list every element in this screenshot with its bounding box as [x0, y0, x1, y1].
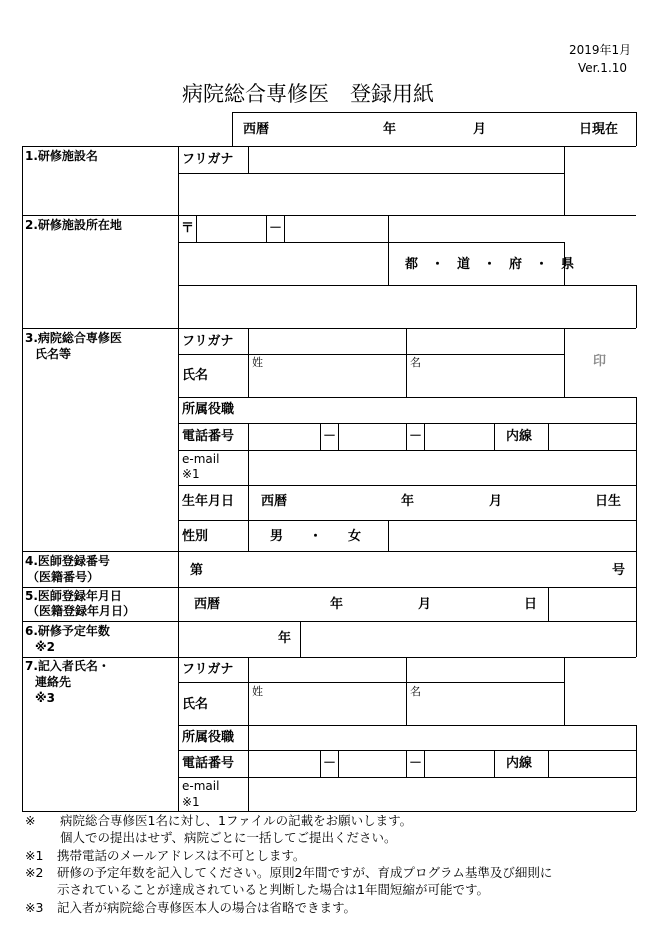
s5-day-label: 日 — [524, 597, 538, 612]
s5-label-line2: （医籍登録年月日） — [27, 604, 136, 618]
s3-given-label: 名 — [410, 356, 421, 369]
s1-furigana-input[interactable] — [249, 147, 563, 172]
s3-position-input[interactable] — [249, 398, 635, 422]
date-suffix-label: 日現在 — [579, 122, 619, 137]
s7-furigana-given-input[interactable] — [407, 658, 563, 681]
document-date: 2019年1月 — [569, 43, 632, 57]
s3-furigana-label: フリガナ — [182, 334, 234, 349]
s5-month-label: 月 — [418, 597, 432, 612]
s7-extension-label: 内線 — [506, 756, 533, 771]
postal-dash: － — [269, 221, 283, 236]
s7-label-line3: ※3 — [35, 691, 56, 705]
s3-label-line2: 氏名等 — [35, 347, 72, 361]
s7-phone-label: 電話番号 — [182, 756, 235, 771]
s3-furigana-surname-input[interactable] — [249, 329, 405, 353]
s3-surname-input[interactable] — [249, 355, 405, 396]
s3-phone-number-input[interactable] — [425, 424, 493, 449]
s3-name-label: 氏名 — [182, 368, 209, 383]
date-month-label: 月 — [473, 122, 487, 137]
training-years-input[interactable] — [179, 622, 275, 656]
postal-code-first-input[interactable] — [197, 216, 265, 241]
s7-phone-dash-1: － — [323, 756, 337, 771]
s3-extension-label: 内線 — [506, 429, 533, 444]
s3-email-input[interactable] — [249, 451, 635, 484]
s7-email-label: e-mail — [182, 779, 220, 793]
s7-email-input[interactable] — [249, 778, 635, 810]
prefecture-input[interactable] — [179, 243, 387, 284]
s7-phone-number-input[interactable] — [425, 751, 493, 776]
s7-surname-label: 姓 — [252, 685, 263, 698]
s3-position-label: 所属役職 — [182, 402, 235, 417]
note-mark: ※2 — [25, 865, 44, 880]
birth-date-input[interactable] — [249, 486, 635, 519]
s3-surname-label: 姓 — [252, 356, 263, 369]
s7-furigana-label: フリガナ — [182, 662, 234, 677]
s6-label-line2: ※2 — [35, 640, 56, 654]
s3-phone-area-input[interactable] — [249, 424, 319, 449]
s1-facility-name-input[interactable] — [179, 174, 563, 214]
s3-furigana-given-input[interactable] — [407, 329, 563, 353]
page-title: 病院総合専修医 登録用紙 — [182, 82, 434, 106]
s3-phone-label: 電話番号 — [182, 429, 235, 444]
s3-given-input[interactable] — [407, 355, 563, 396]
birth-era-label: 西暦 — [261, 494, 288, 509]
s7-label-line2: 連絡先 — [35, 675, 72, 689]
note-mark: ※ — [25, 813, 36, 828]
s3-extension-input[interactable] — [549, 424, 635, 449]
s7-given-input[interactable] — [407, 683, 563, 724]
s3-email-note: ※1 — [182, 467, 200, 481]
s4-prefix: 第 — [190, 563, 204, 578]
s3-email-label: e-mail — [182, 452, 220, 466]
registration-date-input[interactable] — [179, 588, 547, 620]
address-input[interactable] — [179, 286, 635, 327]
s5-label-line1: 5.医師登録年月日 — [25, 589, 122, 603]
s7-phone-area-input[interactable] — [249, 751, 319, 776]
birth-label: 生年月日 — [182, 494, 235, 509]
s7-email-note: ※1 — [182, 795, 200, 809]
s1-furigana-label: フリガナ — [182, 152, 234, 167]
s4-label-line2: （医籍番号） — [27, 570, 100, 584]
prefecture-options: 都 ・ 道 ・ 府 ・ 県 — [405, 257, 575, 272]
gender-options[interactable]: 男 ・ 女 — [270, 529, 362, 544]
s7-label-line1: 7.記入者氏名・ — [25, 659, 110, 673]
birth-year-label: 年 — [401, 494, 415, 509]
note-text: 研修の予定年数を記入してください。原則2年間ですが、育成プログラム基準及び細則に — [57, 865, 553, 880]
s7-phone-dash-2: － — [409, 756, 423, 771]
s7-phone-local-input[interactable] — [339, 751, 405, 776]
s5-year-label: 年 — [330, 597, 344, 612]
s3-label-line1: 3.病院総合専修医 — [25, 331, 122, 345]
registration-number-input[interactable] — [210, 552, 606, 586]
note-text: 病院総合専修医1名に対し、1ファイルの記載をお願いします。 — [60, 813, 413, 828]
date-year-label: 年 — [383, 122, 397, 137]
s2-label: 2.研修施設所在地 — [25, 218, 122, 232]
postal-code-second-input[interactable] — [285, 216, 387, 241]
s7-furigana-surname-input[interactable] — [249, 658, 405, 681]
s4-label-line1: 4.医師登録番号 — [25, 554, 110, 568]
birth-suffix-label: 日生 — [595, 494, 622, 509]
note-text: 示されていることが達成されていると判断した場合は1年間短縮が可能です。 — [57, 882, 489, 897]
s7-position-input[interactable] — [249, 726, 635, 749]
document-version: Ver.1.10 — [578, 61, 628, 75]
s7-position-label: 所属役職 — [182, 730, 235, 745]
note-text: 記入者が病院総合専修医本人の場合は省略できます。 — [57, 900, 357, 915]
birth-month-label: 月 — [489, 494, 503, 509]
postal-mark: 〒 — [181, 221, 195, 236]
s5-era-label: 西暦 — [194, 597, 221, 612]
note-mark: ※3 — [25, 900, 44, 915]
s3-phone-dash-1: － — [323, 429, 337, 444]
note-text: 個人での提出はせず、病院ごとに一括してご提出ください。 — [60, 830, 397, 845]
s6-label-line1: 6.研修予定年数 — [25, 624, 110, 638]
s3-phone-local-input[interactable] — [339, 424, 405, 449]
s4-suffix: 号 — [612, 563, 626, 578]
s7-name-label: 氏名 — [182, 697, 209, 712]
note-text: 携帯電話のメールアドレスは不可とします。 — [57, 848, 306, 863]
s6-year-label: 年 — [278, 631, 292, 646]
seal-mark: 印 — [593, 354, 607, 369]
s7-given-label: 名 — [410, 685, 421, 698]
s3-phone-dash-2: － — [409, 429, 423, 444]
date-era-label: 西暦 — [243, 122, 270, 137]
s7-surname-input[interactable] — [249, 683, 405, 724]
note-mark: ※1 — [25, 848, 44, 863]
gender-label: 性別 — [182, 529, 209, 544]
s1-label: 1.研修施設名 — [25, 149, 98, 163]
s7-extension-input[interactable] — [549, 751, 635, 776]
